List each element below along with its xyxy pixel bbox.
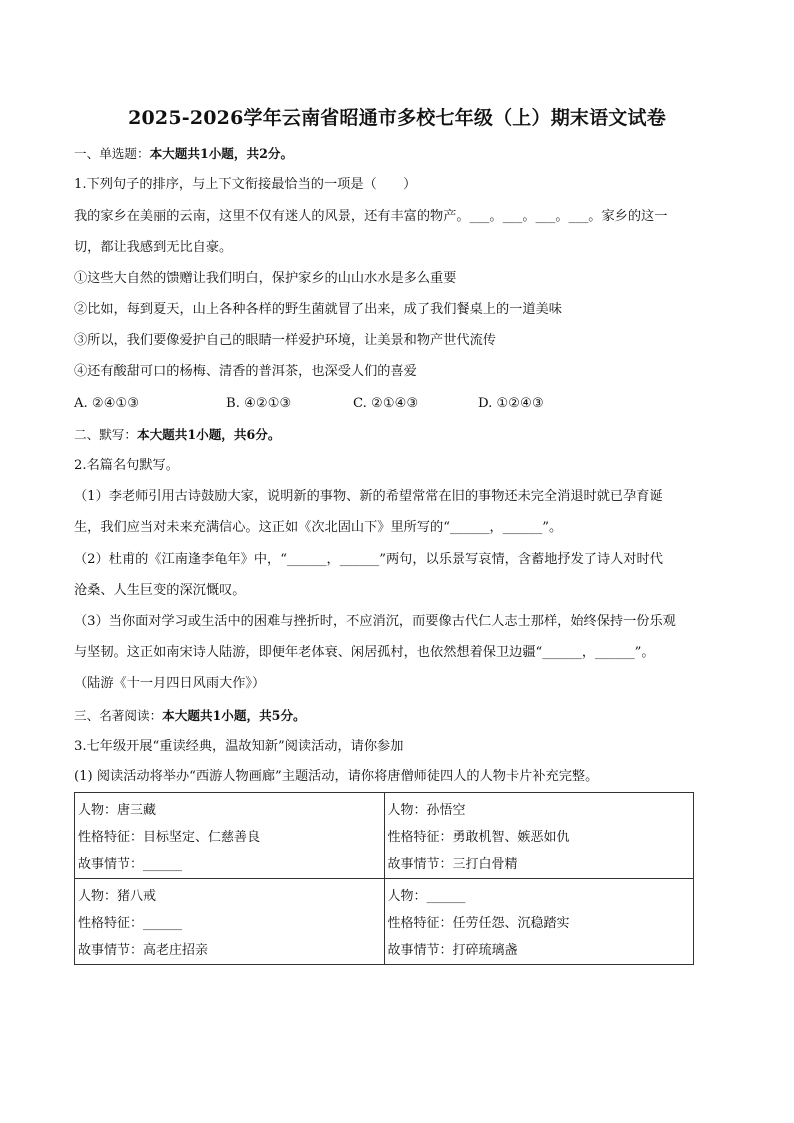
question-2-part-1-line-1: （1）李老师引用古诗鼓励大家，说明新的事物、新的希望常常在旧的事物还未完全消退时就已孕育诞 xyxy=(74,489,663,504)
section-heading-3: 三、名著阅读：本大题共1小题，共5分。 xyxy=(74,708,306,723)
option-a[interactable]: A. ②④①③ xyxy=(74,396,140,411)
question-1-sentence-4: ④还有酸甜可口的杨梅、清香的普洱茶，也深受人们的喜爱 xyxy=(74,364,417,379)
question-1-passage-line-2: 切，都让我感到无比自豪。 xyxy=(74,240,233,255)
card-story: 故事情节：三打白骨精 xyxy=(387,857,518,872)
card-person: 人物：唐三藏 xyxy=(78,803,157,818)
character-card-sun-wukong xyxy=(384,793,694,879)
question-2-part-3-line-2: 与坚韧。这正如南宋诗人陆游，即便年老体衰、闲居孤村，也依然想着保卫边疆“______，______”。 xyxy=(74,645,655,660)
question-2-part-3-line-1: （3）当你面对学习或生活中的困难与挫折时，不应消沉，而要像古代仁人志士那样，始终保持一份乐观 xyxy=(74,614,676,629)
option-b[interactable]: B. ④②①③ xyxy=(226,396,292,411)
question-2-part-2-line-1: （2）杜甫的《江南逢李龟年》中，“______，______”两句，以乐景写哀情，含蓄地抒发了诗人对时代 xyxy=(74,552,663,567)
question-2-stem: 2.名篇名句默写。 xyxy=(74,458,179,473)
character-card-unknown xyxy=(384,879,694,965)
section-heading-1: 一、单选题：本大题共1小题，共2分。 xyxy=(74,146,294,161)
card-person[interactable]: 人物：______ xyxy=(387,889,466,904)
page-title: 2025-2026学年云南省昭通市多校七年级（上）期末语文试卷 xyxy=(128,107,666,129)
question-1-sentence-2: ②比如，每到夏天，山上各种各样的野生菌就冒了出来，成了我们餐桌上的一道美味 xyxy=(74,302,562,317)
card-trait: 性格特征：任劳任怨、沉稳踏实 xyxy=(387,916,570,931)
card-trait: 性格特征：目标坚定、仁慈善良 xyxy=(78,830,261,845)
card-person: 人物：孙悟空 xyxy=(387,803,466,818)
question-2-part-2-line-2: 沧桑、人生巨变的深沉慨叹。 xyxy=(74,583,246,598)
question-1-options xyxy=(74,394,724,414)
question-1-sentence-3: ③所以，我们要像爱护自己的眼睛一样爱护环境，让美景和物产世代流传 xyxy=(74,333,496,348)
question-2-part-1-line-2: 生，我们应当对未来充满信心。这正如《次北固山下》里所写的“______，______”。 xyxy=(74,520,563,535)
option-d[interactable]: D. ①②④③ xyxy=(478,396,544,411)
card-story: 故事情节：高老庄招亲 xyxy=(78,943,209,958)
character-card-table xyxy=(74,792,694,965)
question-1-stem: 1.下列句子的排序，与上下文衔接最恰当的一项是（ ） xyxy=(74,177,417,192)
character-card-tang-sanzang xyxy=(75,793,385,879)
question-3-subquestion-1: (1) 阅读活动将举办“西游人物画廊”主题活动，请你将唐僧师徒四人的人物卡片补充完整。 xyxy=(74,769,599,784)
character-card-zhu-bajie xyxy=(75,879,385,965)
card-story[interactable]: 故事情节：______ xyxy=(78,857,183,872)
option-c[interactable]: C. ②①④③ xyxy=(353,396,419,411)
card-person: 人物：猪八戒 xyxy=(78,889,157,904)
section-heading-2: 二、默写：本大题共1小题，共6分。 xyxy=(74,427,281,442)
card-story: 故事情节：打碎琉璃盏 xyxy=(387,943,518,958)
question-1-sentence-1: ①这些大自然的馈赠让我们明白，保护家乡的山山水水是多么重要 xyxy=(74,271,457,286)
card-trait: 性格特征：勇敢机智、嫉恶如仇 xyxy=(387,830,570,845)
question-3-stem: 3.七年级开展“重读经典，温故知新”阅读活动，请你参加 xyxy=(74,739,404,754)
question-1-passage-line-1: 我的家乡在美丽的云南，这里不仅有迷人的风景，还有丰富的物产。___。___。___。___。家乡的这一 xyxy=(74,209,668,224)
card-trait[interactable]: 性格特征：______ xyxy=(78,916,183,931)
question-2-part-3-source: （陆游《十一月四日风雨大作》） xyxy=(74,676,266,691)
